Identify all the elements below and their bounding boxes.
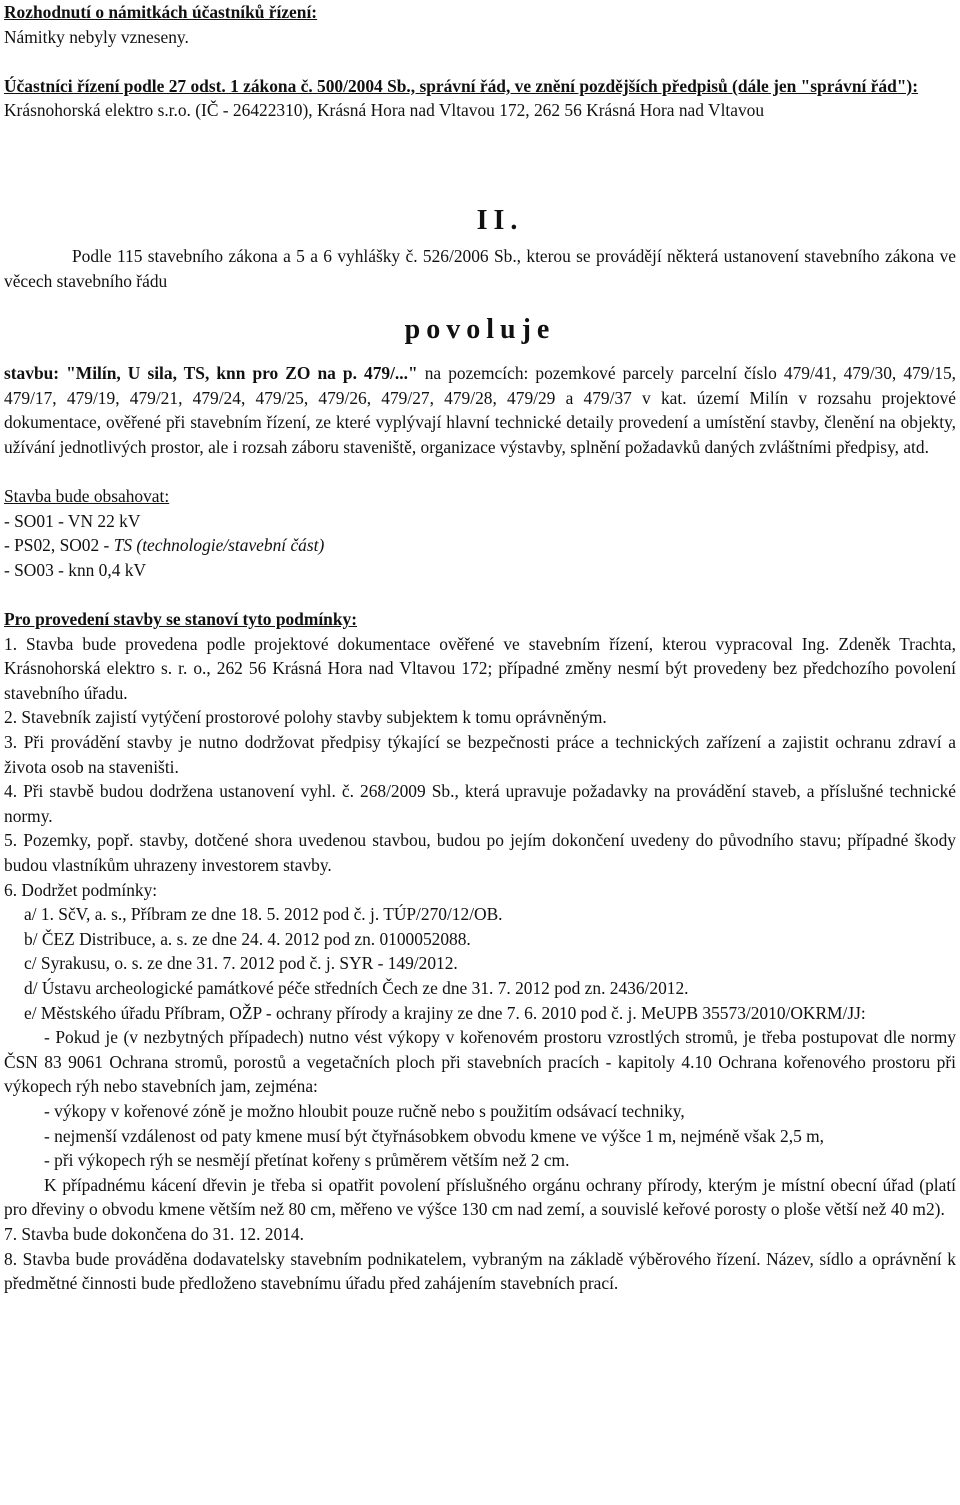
condition-6e-item: - výkopy v kořenové zóně je možno hloubit pouze ručně nebo s použitím odsávací techniky,: [44, 1100, 685, 1121]
condition-7: 7. Stavba bude dokončena do 31. 12. 2014.: [4, 1223, 304, 1244]
construction-label: stavbu: "Milín, U sila, TS, knn pro ZO na p. 479/...": [4, 363, 418, 384]
condition-6a: a/ 1. SčV, a. s., Příbram ze dne 18. 5. 2012 pod č. j. TÚP/270/12/OB.: [24, 904, 503, 925]
objections-heading: Rozhodnutí o námitkách účastníků řízení:: [4, 2, 318, 22]
contents-heading: Stavba bude obsahovat:: [4, 486, 170, 507]
condition-6e-note: K případnému kácení dřevin je třeba si opatřit povolení příslušného orgánu ochrany přírody, kterým je místní obecní úřad (platí pro dřeviny o obvodu kmene větším než 80 cm, měřeno ve výšce 130 cm nad zemí, a souvislé keřové porosty o ploše větší než 40 m2).: [4, 1174, 956, 1220]
condition-6e-item: - Pokud je (v nezbytných případech) nutno vést výkopy v kořenovém prostoru vzrostlých stromů, je třeba postupovat dle normy ČSN 83 9061 Ochrana stromů, porostů a vegetačních ploch při stavebních pracích - kapitoly 4.10 Ochrana kořenového prostoru při výkopech rýh nebo stavebních jam, zejména:: [4, 1027, 956, 1097]
contents-item: [4, 533, 956, 558]
participants-heading-text: Účastníci řízení podle 27 odst. 1 zákona č. 500/2004 Sb., správní řád, ve znění pozdějších předpisů (dále jen "správní řád"):: [4, 75, 919, 96]
condition-6c: c/ Syrakusu, o. s. ze dne 31. 7. 2012 pod č. j. SYR - 149/2012.: [24, 953, 458, 974]
condition-1: 1. Stavba bude provedena podle projektové dokumentace ověřené ve stavebním řízení, kterou vypracoval Ing. Zdeněk Trachta, Krásnohorská elektro s. r. o., 262 56 Krásná Hora nad Vltavou 172; případné změny nesmí být provedeny bez předchozího povolení stavebního úřadu.: [4, 633, 956, 703]
condition-5: 5. Pozemky, popř. stavby, dotčené shora uvedenou stavbou, budou po jejím dokončení uvedeny do původního stavu; případné škody budou vlastníkům uhrazeny investorem stavby.: [4, 830, 956, 876]
condition-6b: b/ ČEZ Distribuce, a. s. ze dne 24. 4. 2012 pod zn. 0100052088.: [24, 928, 471, 949]
contents-item-italic: TS (technologie/stavební část): [113, 535, 325, 556]
document-page: [4, 0, 956, 1296]
participant-entry: Krásnohorská elektro s.r.o. (IČ - 26422310), Krásná Hora nad Vltavou 172, 262 56 Krásná Hora nad Vltavou: [4, 100, 765, 121]
condition-2: 2. Stavebník zajistí vytýčení prostorové polohy stavby subjektem k tomu oprávněným.: [4, 707, 607, 728]
decision-word: povoluje: [404, 314, 556, 346]
contents-item-text: - SO01 - VN 22 kV: [4, 510, 141, 531]
objections-text: Námitky nebyly vzneseny.: [4, 26, 189, 47]
legal-basis: Podle 115 stavebního zákona a 5 a 6 vyhlášky č. 526/2006 Sb., kterou se provádějí některá ustanovení stavebního zákona ve věcech stavebního řádu: [4, 245, 956, 291]
condition-6e: e/ Městského úřadu Příbram, OŽP - ochrany přírody a krajiny ze dne 7. 6. 2010 pod č. j. MeUPB 35573/2010/OKRM/JJ:: [24, 1002, 866, 1023]
contents-item-text: - PS02, SO02 -: [4, 535, 114, 556]
contents-item-text: - SO03 - knn 0,4 kV: [4, 559, 147, 580]
condition-4: 4. Při stavbě budou dodržena ustanovení vyhl. č. 268/2009 Sb., která upravuje požadavky na provádění staveb, a příslušné technické normy.: [4, 781, 956, 826]
condition-6: 6. Dodržet podmínky:: [4, 879, 158, 900]
condition-6e-item: - při výkopech rýh se nesmějí přetínat kořeny s průměrem větším než 2 cm.: [44, 1150, 570, 1171]
contents-item: [4, 558, 956, 583]
condition-3: 3. Při provádění stavby je nutno dodržovat předpisy týkající se bezpečnosti práce a technických zařízení a zajistit ochranu zdraví a života osob na staveništi.: [4, 732, 956, 777]
section-number: II.: [476, 204, 524, 236]
condition-6e-item: - nejmenší vzdálenost od paty kmene musí být čtyřnásobkem obvodu kmene ve výšce 1 m, nejméně však 2,5 m,: [44, 1125, 824, 1146]
contents-item: [4, 509, 956, 534]
construction-paragraph: [4, 361, 956, 459]
construction-text: na pozemcích: pozemkové parcely parcelní číslo 479/41, 479/30, 479/15, 479/17, 479/19, 479/21, 479/24, 479/25, 479/26, 479/27, 479/28, 479/29 a 479/37 v kat. území Milín v rozsahu projektové dokumentace, ověřené při stavebním řízení, ze které vyplývají hlavní technické detaily provedení a umístění stavby, členění na objekty, užívání jednotlivých prostor, ale i rozsah záboru staveniště, organizace výstavby, splnění požadavků daných zvláštními předpisy, atd.: [4, 363, 956, 457]
participants-heading: [4, 74, 956, 99]
conditions-heading: Pro provedení stavby se stanoví tyto podmínky:: [4, 609, 358, 630]
condition-6d: d/ Ústavu archeologické památkové péče středních Čech ze dne 31. 7. 2012 pod zn. 2436/2012.: [24, 978, 689, 998]
condition-8: 8. Stavba bude prováděna dodavatelsky stavebním podnikatelem, vybraným na základě výběrového řízení. Název, sídlo a oprávnění k předmětné činnosti bude předloženo stavebnímu úřadu před zahájením stavebních prací.: [4, 1248, 956, 1294]
